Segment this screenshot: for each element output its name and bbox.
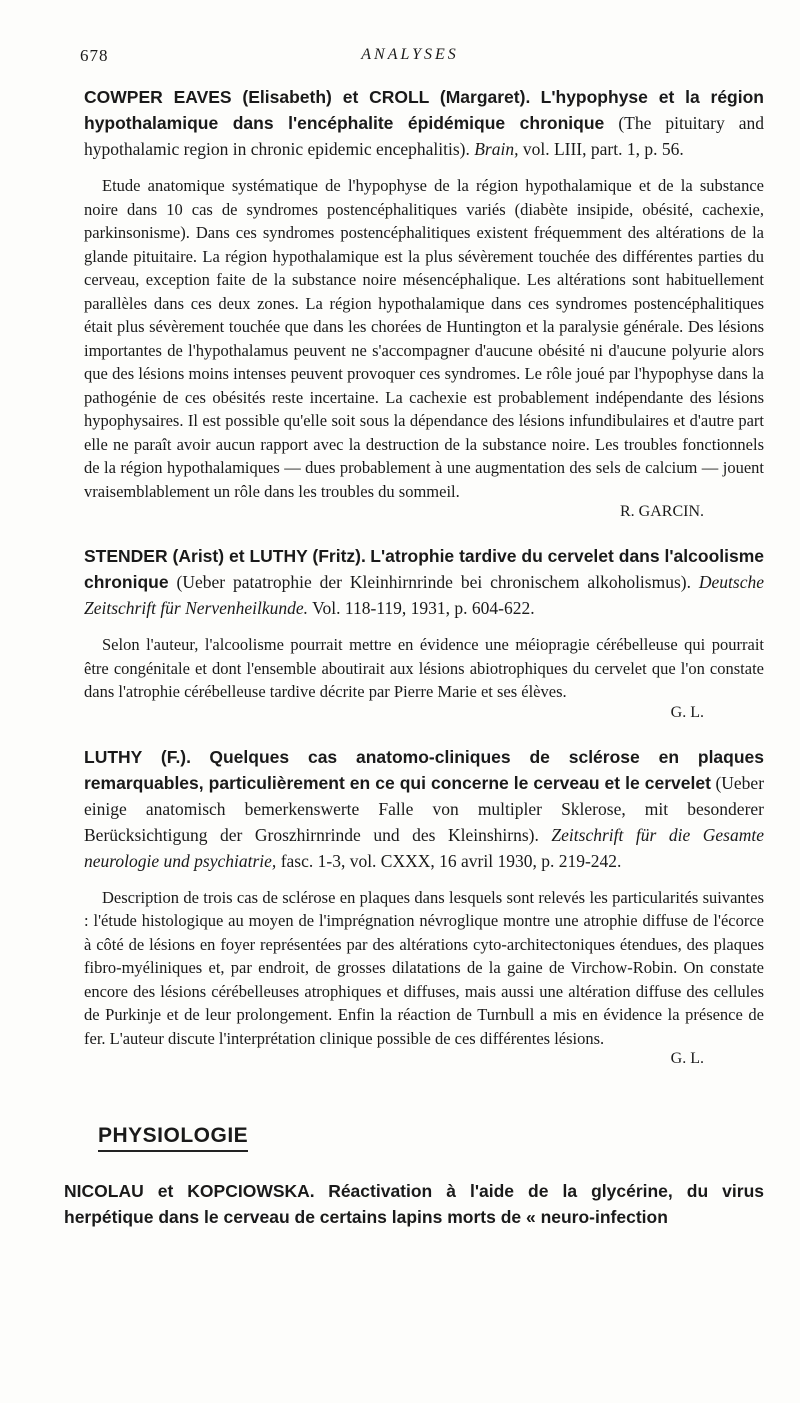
entry-authors: NICOLAU et KOPCIOWSKA. [64,1181,315,1201]
page-header [80,46,740,70]
entry-journal: Deutsche Zeitschrift für Nervenheilkunde. [84,572,765,618]
running-head: ANALYSES [361,46,459,63]
entry-title [84,84,764,162]
page-number: 678 [80,46,109,65]
abstract-entry [84,84,764,521]
entry-reference: vol. LIII, part. 1, p. 56. [522,139,684,159]
entry-article-title: L'atrophie tardive du cervelet dans l'alcoolisme chronique [84,546,765,592]
section-heading: PHYSIOLOGIE [98,1124,248,1152]
entry-reviewer: G. L. [670,703,704,721]
entry-authors: LUTHY (F.). [84,746,191,767]
entry-original-title: (Ueber patatrophie der Kleinhirnrinde bei chronischem alkoholismus). [176,572,691,592]
page-content [64,84,765,1252]
entry-reference: Vol. 118-119, 1931, p. 604-622. [312,598,535,618]
entry-reference: fasc. 1-3, vol. CXXX, 16 avril 1930, p. 219-242. [280,850,622,871]
entry-article-title: Réactivation à l'aide de la glycérine, du virus herpétique dans le cerveau de certains lapins morts de « neuro-infection [64,1181,764,1227]
entry-article-title: Quelques cas anatomo-cliniques de sclérose en plaques remarquables, particulièrement en ce qui concerne le cerveau et le cervelet [84,746,765,793]
abstract-entry [84,744,764,1069]
entry-abstract: Selon l'auteur, l'alcoolisme pourrait mettre en évidence une méiopragie cérébelleuse qui pourrait être congénitale et dont l'ensemble aboutirait aux lésions abiotrophiques du cervelet que l'on constate dans l'atrophie cérébelleuse tardive décrite par Pierre Marie et ses élèves. [84,635,764,701]
entry-reviewer: R. GARCIN. [619,503,704,520]
entry-original-title: (Ueber einige anatomisch bemerkenswerte Falle von multipler Sklerose, mit besonderer Berücksichtigung der Groszhirnrinde und des Kleinshirns). [84,772,765,845]
entry-authors: STENDER (Arist) et LUTHY (Fritz). [84,546,366,566]
entry-title [64,1178,764,1230]
abstract-entry [64,1178,764,1230]
abstract-entry [84,543,764,722]
entry-authors: COWPER EAVES (Elisabeth) et CROLL (Margaret). [84,87,531,107]
entry-title [84,543,764,621]
entry-reviewer: G. L. [670,1050,704,1067]
entry-original-title: (The pituitary and hypothalamic region in chronic epidemic encephalitis). [84,113,765,159]
entry-abstract: Description de trois cas de sclérose en plaques dans lesquels sont relevés les particularités suivantes : l'étude histologique au moyen de l'imprégnation névroglique montre une atrophie diffuse de l'écorce à côté de lésions en foyer représentées par des altérations cyto-architectoniques étendues, des plaques fibro-myéliniques et, par endroit, de grosses dilatations de la gaine de Virchow-Robin. On constate encore des lésions cérébelleuses atrophiques et diffuses, mais aussi une altération diffuse des cellules de Purkinje et de leur prolongement. Enfin la réaction de Turnbull a mis en évidence la présence de fer. L'auteur discute l'interprétation clinique possible de ces différentes lésions. [84,887,764,1048]
entry-journal: Zeitschrift für die Gesamte neurologie und psychiatrie, [84,824,765,871]
entry-article-title: L'hypophyse et la région hypothalamique dans l'encéphalite épidémique chronique [84,87,764,133]
entry-abstract: Etude anatomique systématique de l'hypophyse de la région hypothalamique et de la substance noire dans 10 cas de syndromes postencéphalitiques variés (diabète insipide, obésité, cachexie, parkinsonisme). Dans ces syndromes postencéphalitiques existent fréquemment des altérations de la glande pituitaire. La région hypothalamique est la plus sévèrement touchée des différentes parties du cerveau, exception faite de la substance noire mésencéphalique. Les altérations sont habituellement parallèles dans ces deux zones. La région hypothalamique dans ces syndromes postencéphalitiques était plus sévèrement touchée que dans les chorées de Huntington et la paralysie générale. Des lésions importantes de l'hypothalamus peuvent ne s'accompagner d'aucune obésité ni d'aucune polyurie alors que des lésions moins intenses peuvent provoquer ces syndromes. Le rôle joué par l'hypophyse dans la pathogénie de ces obésités reste incertaine. La cachexie est probablement indépendante des lésions hypophysaires. Il est possible qu'elle soit sous la dépendance des lésions infundibulaires et d'autre part elle ne paraît avoir aucun rapport avec la destruction de la substance noire. Les troubles fonctionnels de la région hypothalamiques — dues probablement à une augmentation des sels de calcium — jouent vraisemblablement un rôle dans les troubles du sommeil. [84,176,764,501]
entry-journal: Brain, [474,139,519,159]
entry-title [84,744,764,874]
